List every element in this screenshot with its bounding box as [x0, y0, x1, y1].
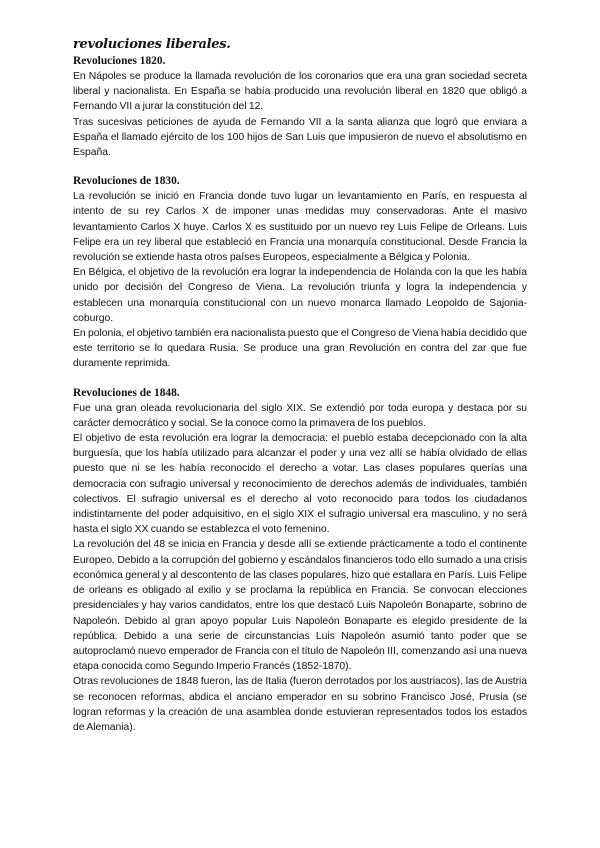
document-title: revoluciones liberales.: [73, 37, 231, 52]
section-spacer: [73, 160, 527, 174]
paragraph: En Bélgica, el objetivo de la revolución era lograr la independencia de Holanda con la que les había unido por decisión del Congreso de Viena. La revolución triunfa y logra la independencia y establecen una monarquía constitucional con un nuevo monarca llamado Leopoldo de Sajonia-coburgo.: [73, 267, 527, 324]
paragraph: Tras sucesivas peticiones de ayuda de Fernando VII a la santa alianza que logró que enviara a España el llamado ejército de los 100 hijos de San Luis que impusieron de nuevo el absolutismo en España.: [73, 116, 527, 159]
document-content: [73, 36, 527, 735]
paragraph: Otras revoluciones de 1848 fueron, las de Italia (fueron derrotados por los austriacos), las de Austria se reconocen reformas, abdica el anciano emperador en su sobrino Francisco José, Prusia (se logran reformas y la creación de una asamblea donde estuvieran representados todos los estados de Alemania).: [73, 676, 527, 733]
section-heading-1820: Revoluciones 1820.: [73, 55, 166, 67]
section-spacer: [73, 372, 527, 386]
paragraph: En Nápoles se produce la llamada revolución de los coronarios que era una gran sociedad secreta liberal y nacionalista. En España se había producido una revolución liberal en 1820 que obligó a Fernando VII a jurar la constitución del 12.: [73, 71, 527, 113]
paragraph: En polonia, el objetivo también era nacionalista puesto que el Congreso de Viena había decidido que este territorio se lo quedara Rusia. Se produce una gran Revolución en contra del zar que fue duramente reprimida.: [73, 328, 527, 370]
section-heading-1848: Revoluciones de 1848.: [73, 386, 180, 399]
paragraph: La revolución del 48 se inicia en Francia y desde allí se extiende prácticamente a todo el continente Europeo. Debido a la corrupción del gobierno y escándalos financieros todo ello sumado a una crisis económica general y al descontento de las clases populares, hizo que estallara en París. Luis Felipe de orleans es obligado al exilio y se proclama la república en Francia. Se convocan elecciones presidenciales y hay varios candidatos, entre los que destacó Luis Napoleón Bonaparte, sobrino de Napoleón. Debido al gran apoyo popular Luis Napoleón Bonaparte es elegido presidente de la república. Debido a una serie de circunstancias Luis Napoleón asumió tanto poder que se autoproclamó nuevo emperador de Francia con el título de Napoleón III, comenzando así una nueva etapa conocida como Segundo Imperio Francés (1852-1870).: [73, 539, 527, 673]
paragraph: La revolución se inició en Francia donde tuvo lugar un levantamiento en París, en respuesta al intento de su rey Carlos X de imponer unas medidas muy conservadoras. Ante el masivo levantamiento Carlos X huye. Carlos X es sustituido por un nuevo rey Luis Felipe de Orleans. Luis Felipe era un rey liberal que estableció en Francia una monarquía constitucional. Desde Francia la revolución se extiende hasta otros países Europeos, especialmente a Bélgica y Polonia.: [73, 191, 527, 264]
paragraph: Fue una gran oleada revolucionaria del siglo XIX. Se extendió por toda europa y destaca por su carácter democrático y social. Se la conoce como la primavera de los pueblos.: [73, 402, 527, 429]
paragraph: El objetivo de esta revolución era lograr la democracia: el pueblo estaba decepcionado con la alta burguesía, que los había utilizado para alcanzar el poder y una vez allí se había olvidado de ellas puesto que ni se les había reconocido el derecho a votar. Las clases populares querías una democracia con sufragio universal y reconocimiento de derechos además de individuales, también colectivos. El sufragio universal es el derecho al voto reconocido para todos los ciudadanos indistintamente del poder adquisitivo, en el siglo XIX el sufragio universal era masculino, y no será hasta el siglo XX cuando se establezca el voto femenino.: [73, 433, 527, 536]
section-heading-1830: Revoluciones de 1830.: [73, 175, 180, 188]
